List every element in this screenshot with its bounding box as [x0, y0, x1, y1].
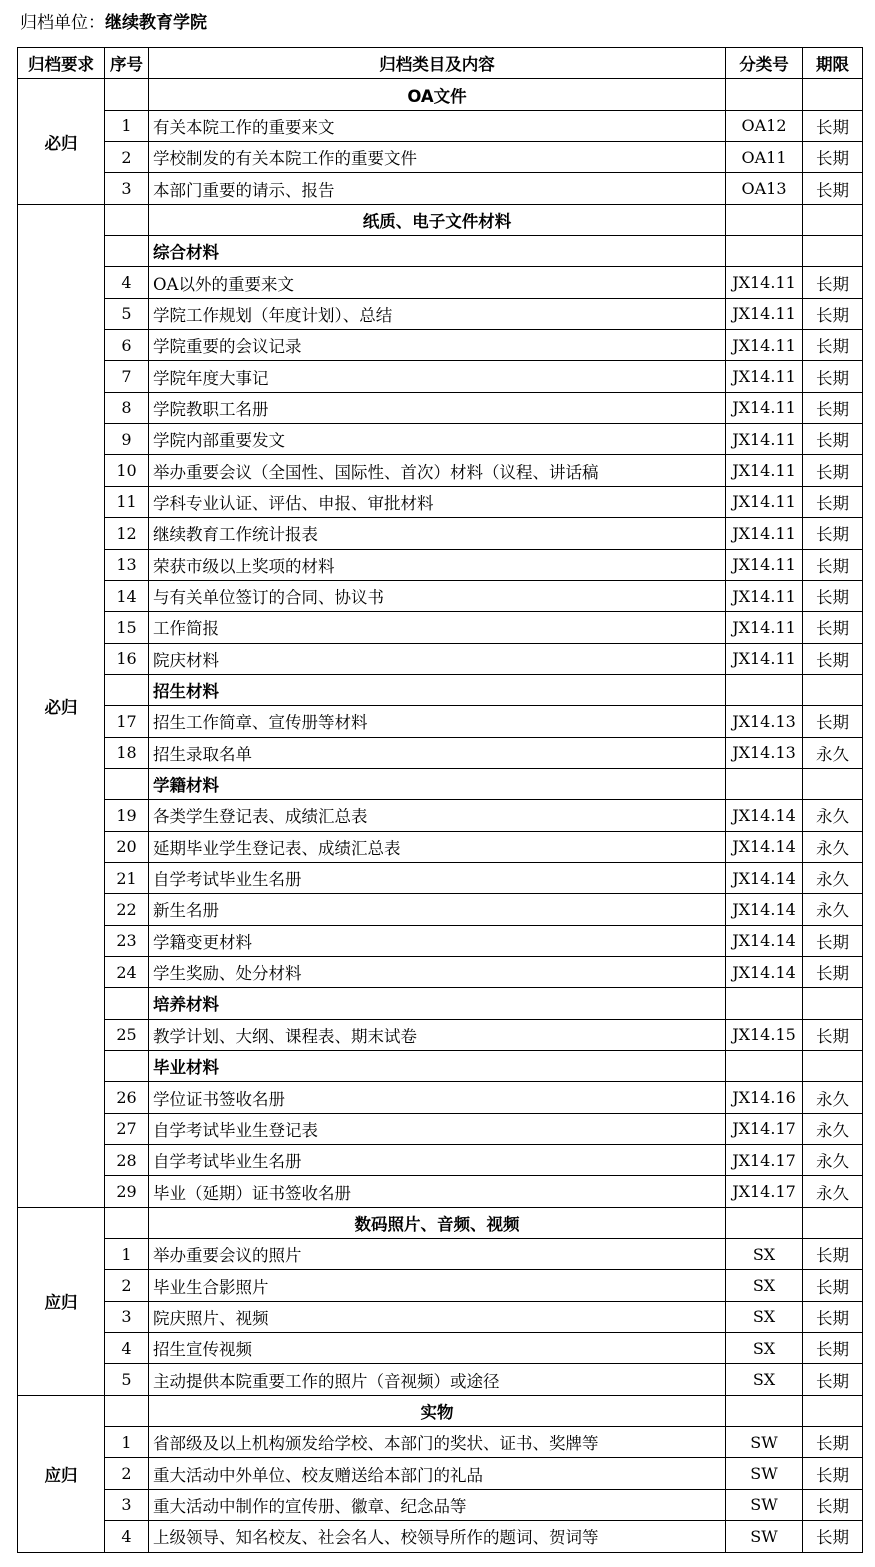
seq-cell — [105, 674, 149, 705]
content-cell: 重大活动中制作的宣传册、徽章、纪念品等 — [149, 1489, 726, 1520]
table-row — [18, 1176, 863, 1207]
seq-cell: 18 — [105, 737, 149, 768]
seq-cell: 11 — [105, 486, 149, 517]
period-cell — [803, 79, 863, 110]
requirement-cell: 应归 — [18, 1207, 105, 1395]
content-cell: 新生名册 — [149, 894, 726, 925]
seq-cell — [105, 79, 149, 110]
code-cell: SW — [726, 1458, 803, 1489]
content-cell: 院庆照片、视频 — [149, 1301, 726, 1332]
table-row — [18, 1364, 863, 1395]
code-cell: JX14.11 — [726, 298, 803, 329]
seq-cell — [105, 1395, 149, 1426]
seq-cell: 4 — [105, 1333, 149, 1364]
seq-cell: 22 — [105, 894, 149, 925]
seq-cell: 6 — [105, 330, 149, 361]
header-row — [18, 48, 863, 79]
table-row — [18, 580, 863, 611]
seq-cell: 2 — [105, 1458, 149, 1489]
code-cell: JX14.14 — [726, 956, 803, 987]
table-row — [18, 1113, 863, 1144]
period-cell: 长期 — [803, 956, 863, 987]
code-cell: OA12 — [726, 110, 803, 141]
period-cell: 长期 — [803, 455, 863, 486]
table-row — [18, 518, 863, 549]
period-cell — [803, 236, 863, 267]
seq-cell: 4 — [105, 267, 149, 298]
code-cell: SX — [726, 1364, 803, 1395]
code-cell: JX14.11 — [726, 643, 803, 674]
content-cell: 重大活动中外单位、校友赠送给本部门的礼品 — [149, 1458, 726, 1489]
table-row — [18, 1458, 863, 1489]
period-cell: 长期 — [803, 1333, 863, 1364]
code-cell: JX14.17 — [726, 1145, 803, 1176]
period-cell: 永久 — [803, 1113, 863, 1144]
seq-cell: 3 — [105, 1301, 149, 1332]
subsection-row — [18, 768, 863, 799]
code-cell — [726, 768, 803, 799]
code-cell: JX14.11 — [726, 361, 803, 392]
seq-cell: 23 — [105, 925, 149, 956]
period-cell: 长期 — [803, 925, 863, 956]
section-row — [18, 1395, 863, 1426]
section-title: OA文件 — [149, 79, 726, 110]
seq-cell — [105, 988, 149, 1019]
code-cell: JX14.14 — [726, 862, 803, 893]
period-cell: 长期 — [803, 1019, 863, 1050]
seq-cell: 14 — [105, 580, 149, 611]
table-row — [18, 956, 863, 987]
code-cell: JX14.13 — [726, 737, 803, 768]
code-cell: JX14.16 — [726, 1082, 803, 1113]
seq-cell: 4 — [105, 1521, 149, 1552]
code-cell: JX14.17 — [726, 1176, 803, 1207]
code-cell: SX — [726, 1301, 803, 1332]
code-cell: JX14.11 — [726, 549, 803, 580]
period-cell: 长期 — [803, 424, 863, 455]
content-cell: 各类学生登记表、成绩汇总表 — [149, 800, 726, 831]
period-cell: 永久 — [803, 1176, 863, 1207]
code-cell: JX14.17 — [726, 1113, 803, 1144]
subsection-row — [18, 236, 863, 267]
seq-cell: 7 — [105, 361, 149, 392]
seq-cell: 15 — [105, 612, 149, 643]
seq-cell: 1 — [105, 110, 149, 141]
period-cell: 长期 — [803, 1239, 863, 1270]
content-cell: 继续教育工作统计报表 — [149, 518, 726, 549]
seq-cell: 21 — [105, 862, 149, 893]
col-header-content: 归档类目及内容 — [149, 48, 726, 79]
code-cell — [726, 674, 803, 705]
table-row — [18, 298, 863, 329]
period-cell: 永久 — [803, 831, 863, 862]
table-row — [18, 894, 863, 925]
code-cell: JX14.13 — [726, 706, 803, 737]
period-cell — [803, 674, 863, 705]
seq-cell: 29 — [105, 1176, 149, 1207]
seq-cell: 5 — [105, 1364, 149, 1395]
table-row — [18, 737, 863, 768]
content-cell: 学籍变更材料 — [149, 925, 726, 956]
content-cell: 学位证书签收名册 — [149, 1082, 726, 1113]
period-cell: 长期 — [803, 1270, 863, 1301]
content-cell: 学院年度大事记 — [149, 361, 726, 392]
seq-cell: 1 — [105, 1239, 149, 1270]
content-cell: 荣获市级以上奖项的材料 — [149, 549, 726, 580]
table-row — [18, 330, 863, 361]
period-cell — [803, 204, 863, 235]
code-cell: JX14.11 — [726, 267, 803, 298]
seq-cell: 26 — [105, 1082, 149, 1113]
table-row — [18, 142, 863, 173]
content-cell: 上级领导、知名校友、社会名人、校领导所作的题词、贺词等 — [149, 1521, 726, 1552]
requirement-cell: 必归 — [18, 204, 105, 1207]
content-cell: 举办重要会议（全国性、国际性、首次）材料（议程、讲话稿 — [149, 455, 726, 486]
period-cell: 长期 — [803, 518, 863, 549]
period-cell — [803, 1207, 863, 1238]
seq-cell: 12 — [105, 518, 149, 549]
section-row — [18, 204, 863, 235]
table-row — [18, 1019, 863, 1050]
period-cell: 长期 — [803, 1427, 863, 1458]
period-cell — [803, 988, 863, 1019]
table-row — [18, 643, 863, 674]
seq-cell: 2 — [105, 142, 149, 173]
archive-unit-label: 归档单位： — [20, 13, 105, 33]
table-row — [18, 173, 863, 204]
period-cell — [803, 1051, 863, 1082]
code-cell: JX14.15 — [726, 1019, 803, 1050]
seq-cell: 25 — [105, 1019, 149, 1050]
content-cell: 省部级及以上机构颁发给学校、本部门的奖状、证书、奖牌等 — [149, 1427, 726, 1458]
code-cell — [726, 1051, 803, 1082]
period-cell — [803, 768, 863, 799]
period-cell: 永久 — [803, 894, 863, 925]
table-row — [18, 486, 863, 517]
requirement-cell: 应归 — [18, 1395, 105, 1552]
content-cell: 学生奖励、处分材料 — [149, 956, 726, 987]
code-cell: JX14.11 — [726, 330, 803, 361]
content-cell: 学院重要的会议记录 — [149, 330, 726, 361]
code-cell: SX — [726, 1333, 803, 1364]
seq-cell: 13 — [105, 549, 149, 580]
seq-cell: 20 — [105, 831, 149, 862]
period-cell: 永久 — [803, 1082, 863, 1113]
period-cell: 长期 — [803, 643, 863, 674]
period-cell: 长期 — [803, 549, 863, 580]
content-cell: 学院教职工名册 — [149, 392, 726, 423]
table-body — [18, 79, 863, 1552]
seq-cell: 8 — [105, 392, 149, 423]
content-cell: 工作简报 — [149, 612, 726, 643]
table-row — [18, 424, 863, 455]
period-cell: 长期 — [803, 706, 863, 737]
table-row — [18, 1270, 863, 1301]
seq-cell — [105, 1207, 149, 1238]
code-cell: JX14.14 — [726, 925, 803, 956]
period-cell: 永久 — [803, 1145, 863, 1176]
table-row — [18, 706, 863, 737]
section-title: 实物 — [149, 1395, 726, 1426]
seq-cell: 24 — [105, 956, 149, 987]
period-cell: 长期 — [803, 1301, 863, 1332]
period-cell: 长期 — [803, 110, 863, 141]
content-cell: 学院工作规划（年度计划）、总结 — [149, 298, 726, 329]
table-row — [18, 831, 863, 862]
code-cell — [726, 79, 803, 110]
content-cell: 毕业生合影照片 — [149, 1270, 726, 1301]
period-cell: 永久 — [803, 862, 863, 893]
code-cell: JX14.14 — [726, 894, 803, 925]
seq-cell: 2 — [105, 1270, 149, 1301]
code-cell: JX14.11 — [726, 580, 803, 611]
period-cell — [803, 1395, 863, 1426]
table-row — [18, 1489, 863, 1520]
seq-cell: 28 — [105, 1145, 149, 1176]
seq-cell: 9 — [105, 424, 149, 455]
subsection-title: 培养材料 — [149, 988, 726, 1019]
code-cell: SW — [726, 1489, 803, 1520]
code-cell: SW — [726, 1427, 803, 1458]
period-cell: 长期 — [803, 580, 863, 611]
period-cell: 长期 — [803, 173, 863, 204]
period-cell: 长期 — [803, 392, 863, 423]
period-cell: 长期 — [803, 1364, 863, 1395]
code-cell — [726, 1395, 803, 1426]
content-cell: 学科专业认证、评估、申报、审批材料 — [149, 486, 726, 517]
seq-cell: 3 — [105, 173, 149, 204]
code-cell: SW — [726, 1521, 803, 1552]
table-row — [18, 267, 863, 298]
table-row — [18, 1301, 863, 1332]
code-cell: JX14.11 — [726, 424, 803, 455]
period-cell: 长期 — [803, 486, 863, 517]
table-row — [18, 361, 863, 392]
section-row — [18, 1207, 863, 1238]
subsection-row — [18, 988, 863, 1019]
seq-cell: 5 — [105, 298, 149, 329]
table-row — [18, 392, 863, 423]
seq-cell: 1 — [105, 1427, 149, 1458]
period-cell: 长期 — [803, 361, 863, 392]
seq-cell: 16 — [105, 643, 149, 674]
content-cell: 延期毕业学生登记表、成绩汇总表 — [149, 831, 726, 862]
seq-cell: 19 — [105, 800, 149, 831]
content-cell: 招生录取名单 — [149, 737, 726, 768]
subsection-title: 学籍材料 — [149, 768, 726, 799]
seq-cell: 27 — [105, 1113, 149, 1144]
section-title: 数码照片、音频、视频 — [149, 1207, 726, 1238]
content-cell: 举办重要会议的照片 — [149, 1239, 726, 1270]
code-cell — [726, 1207, 803, 1238]
archive-unit-header — [20, 9, 207, 37]
seq-cell: 10 — [105, 455, 149, 486]
period-cell: 永久 — [803, 800, 863, 831]
requirement-cell: 必归 — [18, 79, 105, 204]
period-cell: 长期 — [803, 612, 863, 643]
table-row — [18, 110, 863, 141]
col-header-requirement: 归档要求 — [18, 48, 105, 79]
seq-cell: 3 — [105, 1489, 149, 1520]
content-cell: 招生宣传视频 — [149, 1333, 726, 1364]
code-cell: SX — [726, 1270, 803, 1301]
section-title: 纸质、电子文件材料 — [149, 204, 726, 235]
table-row — [18, 862, 863, 893]
seq-cell — [105, 204, 149, 235]
content-cell: 学校制发的有关本院工作的重要文件 — [149, 142, 726, 173]
content-cell: 自学考试毕业生登记表 — [149, 1113, 726, 1144]
content-cell: 主动提供本院重要工作的照片（音视频）或途径 — [149, 1364, 726, 1395]
code-cell: SX — [726, 1239, 803, 1270]
period-cell: 长期 — [803, 298, 863, 329]
code-cell: JX14.14 — [726, 800, 803, 831]
code-cell — [726, 236, 803, 267]
code-cell — [726, 204, 803, 235]
content-cell: 与有关单位签订的合同、协议书 — [149, 580, 726, 611]
table-row — [18, 1145, 863, 1176]
col-header-period: 期限 — [803, 48, 863, 79]
seq-cell: 17 — [105, 706, 149, 737]
period-cell: 长期 — [803, 1489, 863, 1520]
col-header-code: 分类号 — [726, 48, 803, 79]
subsection-row — [18, 674, 863, 705]
period-cell: 永久 — [803, 737, 863, 768]
code-cell: JX14.11 — [726, 518, 803, 549]
content-cell: 教学计划、大纲、课程表、期末试卷 — [149, 1019, 726, 1050]
content-cell: 有关本院工作的重要来文 — [149, 110, 726, 141]
table-row — [18, 455, 863, 486]
table-row — [18, 1239, 863, 1270]
content-cell: 毕业（延期）证书签收名册 — [149, 1176, 726, 1207]
period-cell: 长期 — [803, 1458, 863, 1489]
table-row — [18, 800, 863, 831]
table-row — [18, 1521, 863, 1552]
content-cell: 招生工作简章、宣传册等材料 — [149, 706, 726, 737]
subsection-row — [18, 1051, 863, 1082]
content-cell: 本部门重要的请示、报告 — [149, 173, 726, 204]
archive-catalog-table — [17, 47, 863, 1553]
archive-unit-value: 继续教育学院 — [105, 13, 207, 33]
code-cell: JX14.11 — [726, 612, 803, 643]
period-cell: 长期 — [803, 1521, 863, 1552]
content-cell: 自学考试毕业生名册 — [149, 862, 726, 893]
code-cell: JX14.14 — [726, 831, 803, 862]
seq-cell — [105, 236, 149, 267]
table-row — [18, 1333, 863, 1364]
content-cell: OA以外的重要来文 — [149, 267, 726, 298]
code-cell: JX14.11 — [726, 486, 803, 517]
col-header-seq: 序号 — [105, 48, 149, 79]
table-row — [18, 612, 863, 643]
subsection-title: 综合材料 — [149, 236, 726, 267]
table-row — [18, 1082, 863, 1113]
code-cell — [726, 988, 803, 1019]
seq-cell — [105, 1051, 149, 1082]
section-row — [18, 79, 863, 110]
content-cell: 学院内部重要发文 — [149, 424, 726, 455]
subsection-title: 毕业材料 — [149, 1051, 726, 1082]
seq-cell — [105, 768, 149, 799]
code-cell: JX14.11 — [726, 455, 803, 486]
period-cell: 长期 — [803, 330, 863, 361]
period-cell: 长期 — [803, 267, 863, 298]
code-cell: JX14.11 — [726, 392, 803, 423]
period-cell: 长期 — [803, 142, 863, 173]
content-cell: 自学考试毕业生名册 — [149, 1145, 726, 1176]
table-row — [18, 925, 863, 956]
table-row — [18, 549, 863, 580]
table-row — [18, 1427, 863, 1458]
code-cell: OA13 — [726, 173, 803, 204]
content-cell: 院庆材料 — [149, 643, 726, 674]
code-cell: OA11 — [726, 142, 803, 173]
subsection-title: 招生材料 — [149, 674, 726, 705]
